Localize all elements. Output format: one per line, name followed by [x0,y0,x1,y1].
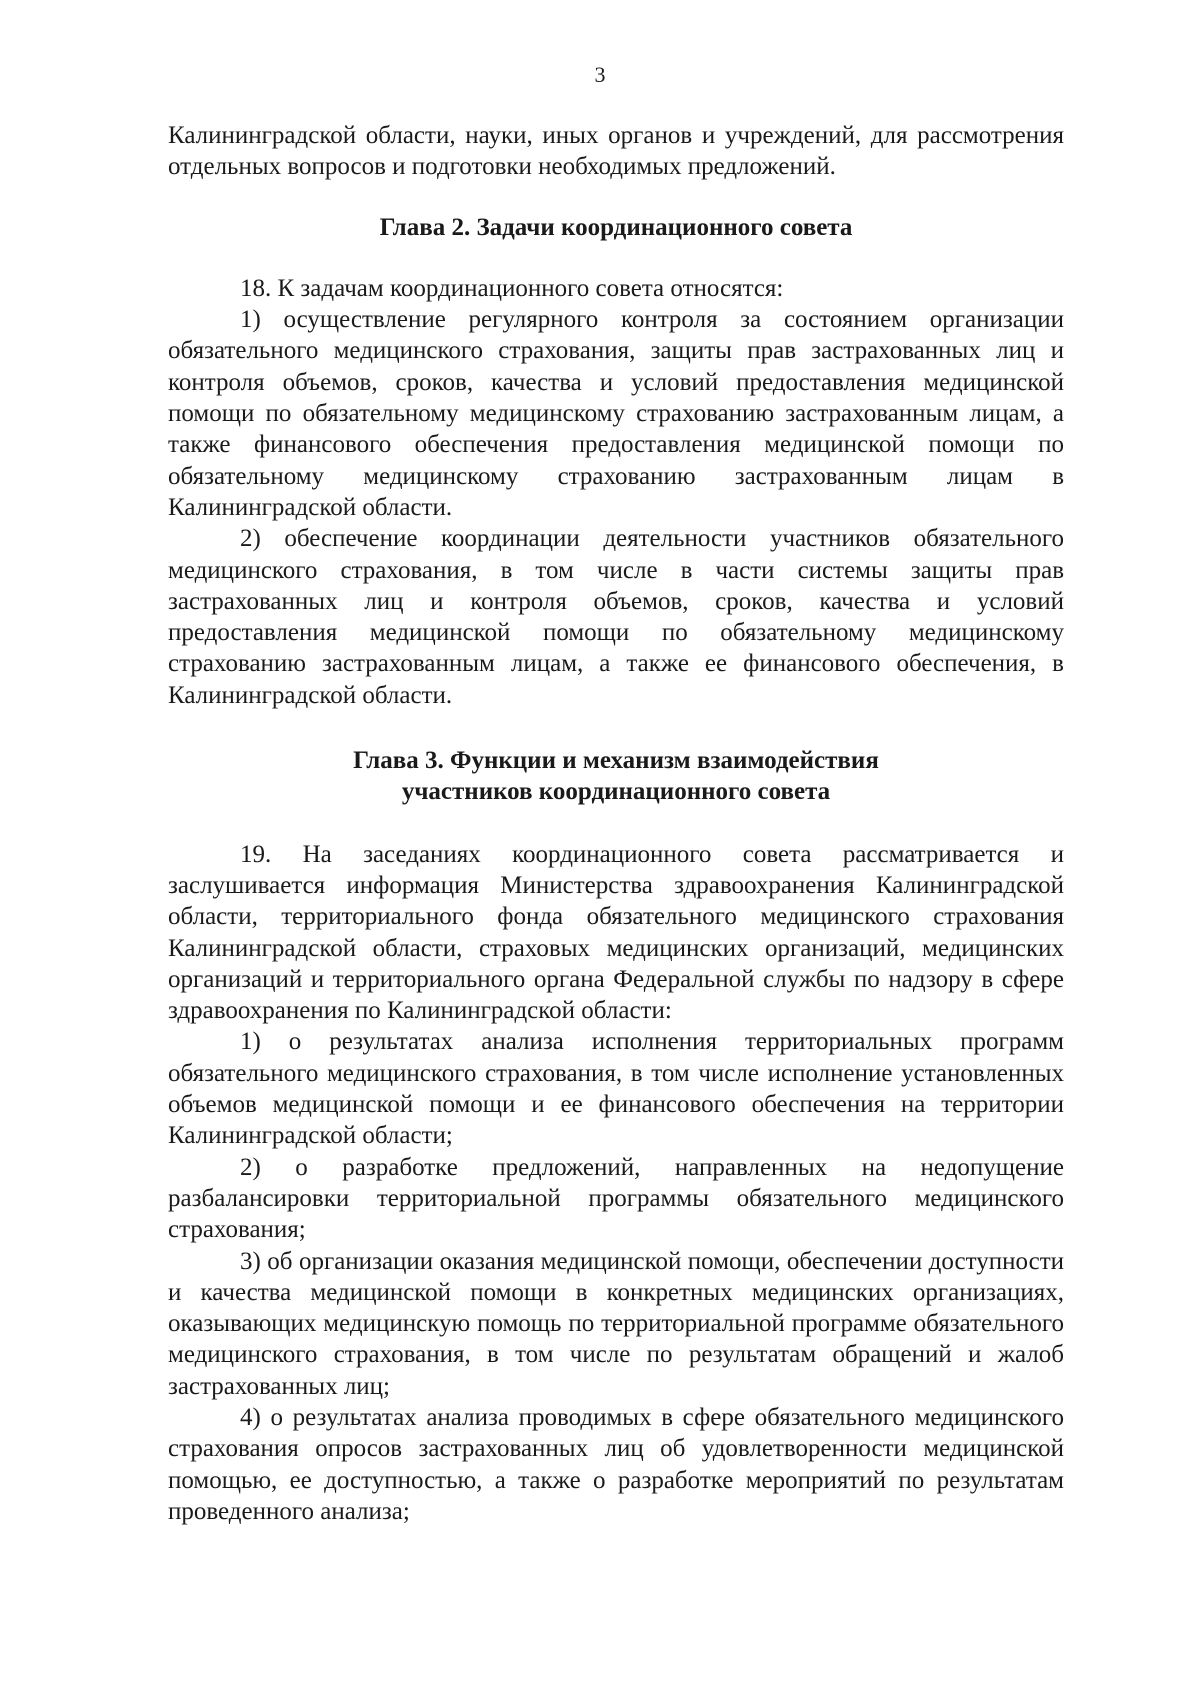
chapter-3-item-4: 4) о результатах анализа проводимых в сфере обязательного медицинского страхования опросов застрахованных лиц об удовлетворенности медицинской помощью, ее доступностью, а также о разработке мероприятий по результатам проведенного анализа; [168,1403,1064,1525]
chapter-2-item-1: 1) осуществление регулярного контроля за состоянием организации обязательного медицинского страхования, защиты прав застрахованных лиц и контроля объемов, сроков, качества и условий предоставления медицинской помощи по обязательному медицинскому страхованию застрахованным лицам, а также финансового обеспечения предоставления медицинской помощи по обязательному медицинскому страхованию застрахованным лицам в Калининградской области. [168,306,1064,521]
page-number: 3 [594,62,606,87]
lead-paragraph: Калининградской области, науки, иных органов и учреждений, для рассмотрения отдельных вопросов и подготовки необходимых предложений. [168,122,1064,181]
chapter-2-title: Глава 2. Задачи координационного совета [379,213,853,241]
chapter-2-intro: 18. К задачам координационного совета относятся: [240,274,784,302]
document-body [168,120,1064,1527]
chapter-3-title [168,745,1064,808]
chapter-2-item-2: 2) обеспечение координации деятельности участников обязательного медицинского страхования, в том числе в части системы защиты прав застрахованных лиц и контроля объемов, сроков, качества и условий предоставления медицинской помощи по обязательному медицинскому страхованию застрахованным лицам, а также ее финансового обеспечения, в Калининградской области. [168,525,1064,709]
chapter-3-title-line-1: Глава 3. Функции и механизм взаимодействия [353,747,879,775]
chapter-3-intro: 19. На заседаниях координационного совета рассматривается и заслушивается информация Министерства здравоохранения Калининградской области, территориального фонда обязательного медицинского страхования Калининградской области, страховых медицинских организаций, медицинских организаций и территориального органа Федеральной службы по надзору в сфере здравоохранения по Калининградской области: [168,840,1064,1025]
chapter-3-item-3: 3) об организации оказания медицинской помощи, обеспечении доступности и качества медицинской помощи в конкретных медицинских организациях, оказывающих медицинскую помощь по территориальной программе обязательного медицинского страхования, в том числе по результатам обращений и жалоб застрахованных лиц; [168,1247,1064,1400]
chapter-3-item-2: 2) о разработке предложений, направленных на недопущение разбалансировки территориальной программы обязательного медицинского страхования; [168,1153,1064,1244]
chapter-3-item-1: 1) о результатах анализа исполнения территориальных программ обязательного медицинского страхования, в том числе исполнение установленных объемов медицинской помощи и ее финансового обеспечения на территории Калининградской области; [168,1028,1064,1150]
chapter-3-title-line-2: участников координационного совета [401,778,831,806]
